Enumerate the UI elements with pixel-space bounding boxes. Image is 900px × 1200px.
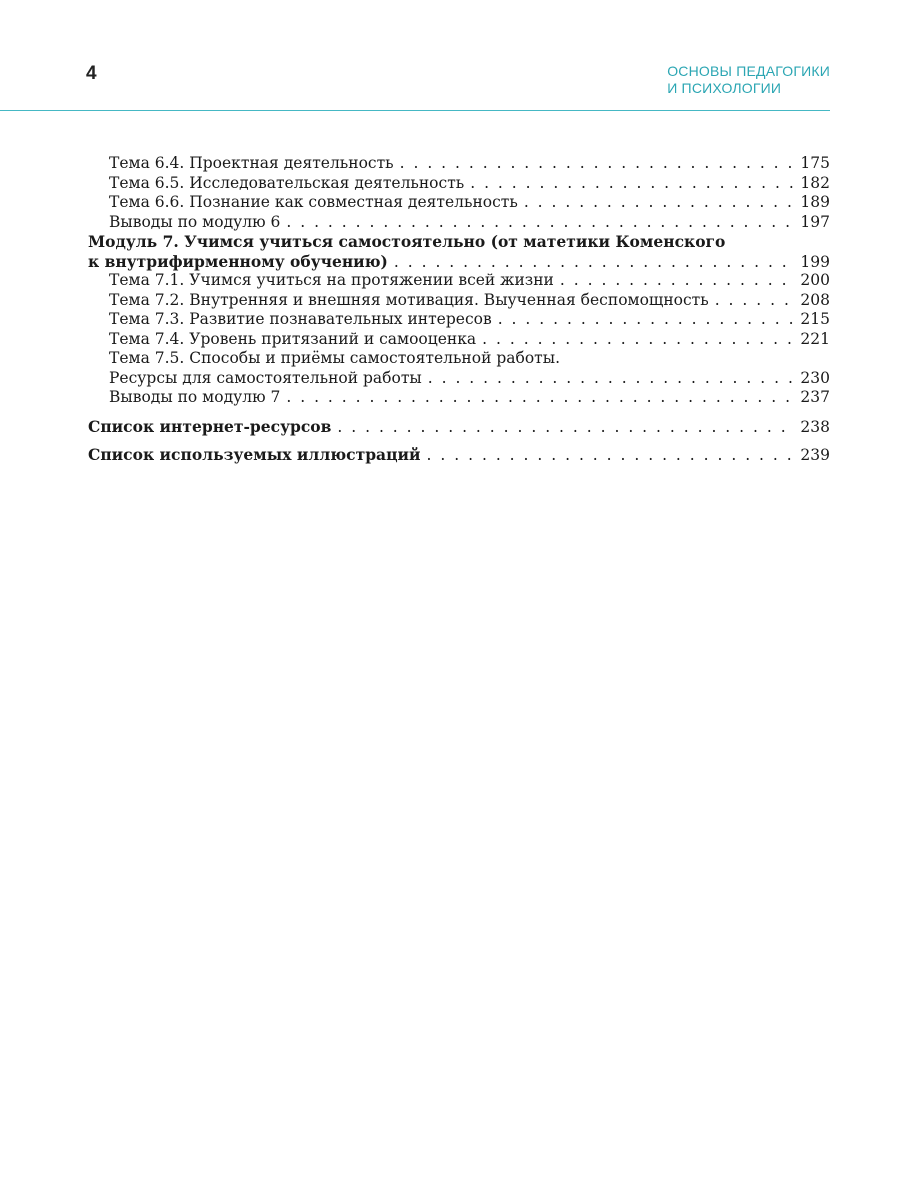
toc-entry-page: 199	[800, 252, 830, 271]
toc-entry-page: 237	[800, 388, 830, 406]
toc-entry-title: Тема 7.4. Уровень притязаний и самооценка	[109, 329, 477, 348]
toc-entry-topic-7-3[interactable]	[88, 310, 830, 330]
toc-entry-topic-7-2[interactable]	[88, 291, 830, 311]
toc-entry-title: Тема 6.5. Исследовательская деятельность	[109, 173, 465, 192]
toc-entry-module-7[interactable]	[88, 252, 830, 272]
toc-entry-page: 230	[800, 368, 830, 387]
toc-entry-page: 239	[800, 446, 830, 464]
toc-entry-title: Выводы по модулю 6	[109, 212, 281, 231]
toc-entry-topic-7-4[interactable]	[88, 330, 830, 350]
toc-entry-page: 221	[800, 329, 830, 348]
toc-entry-topic-6-5[interactable]	[88, 174, 830, 194]
dot-leader	[427, 446, 795, 466]
toc-entry-page: 238	[800, 417, 830, 436]
dot-leader	[286, 388, 794, 408]
running-head-line-2: И ПСИХОЛОГИИ	[667, 80, 782, 96]
page-number: 4	[86, 63, 97, 84]
toc-entry-title: Тема 7.2. Внутренняя и внешняя мотивация. Выученная беспомощность	[109, 290, 709, 309]
toc-entry-topic-6-4[interactable]	[88, 154, 830, 174]
running-head	[667, 63, 830, 97]
toc-entry-title: Список интернет-ресурсов	[88, 416, 332, 436]
toc-entry-page: 197	[800, 212, 830, 231]
dot-leader	[286, 213, 794, 233]
toc-entry-conclusions-7[interactable]	[88, 388, 830, 408]
toc-entry-internet-resources[interactable]	[88, 417, 830, 437]
toc-entry-illustrations[interactable]	[88, 445, 830, 465]
toc-entry-topic-7-5[interactable]	[88, 369, 830, 389]
toc-entry-title: Тема 7.3. Развитие познавательных интересов	[109, 310, 492, 328]
table-of-contents	[88, 154, 830, 465]
toc-entry-topic-6-6[interactable]	[88, 193, 830, 213]
dot-leader	[428, 369, 795, 389]
dot-leader	[400, 154, 795, 174]
toc-entry-title: Список используемых иллюстраций	[88, 445, 421, 464]
toc-entry-title: Тема 6.6. Познание как совместная деятельность	[109, 193, 518, 211]
header-rule	[0, 110, 830, 111]
toc-entry-title: Ресурсы для самостоятельной работы	[109, 368, 422, 387]
toc-entry-title: Тема 7.1. Учимся учиться на протяжении всей жизни	[109, 271, 554, 289]
dot-leader	[498, 310, 795, 330]
running-head-line-1: ОСНОВЫ ПЕДАГОГИКИ	[667, 63, 830, 79]
toc-entry-page: 189	[800, 193, 830, 211]
toc-entry-page: 208	[800, 290, 830, 309]
toc-entry-conclusions-6[interactable]	[88, 213, 830, 233]
toc-entry-page: 182	[800, 173, 830, 192]
toc-entry-topic-7-5-line-1[interactable]: Тема 7.5. Способы и приёмы самостоятельной работы.	[109, 349, 560, 367]
dot-leader	[560, 271, 795, 291]
toc-entry-title: Тема 6.4. Проектная деятельность	[109, 154, 394, 172]
toc-entry-page: 200	[800, 271, 830, 289]
dot-leader	[470, 174, 794, 194]
dot-leader	[482, 330, 794, 350]
dot-leader	[337, 418, 794, 438]
toc-entry-title: Выводы по модулю 7	[109, 388, 281, 406]
toc-entry-title: к внутрифирменному обучению)	[88, 251, 388, 271]
toc-entry-page: 175	[800, 154, 830, 172]
dot-leader	[524, 193, 795, 213]
dot-leader	[715, 291, 795, 311]
toc-entry-topic-7-1[interactable]	[88, 271, 830, 291]
toc-entry-page: 215	[800, 310, 830, 328]
toc-entry-module-7-line-1[interactable]: Модуль 7. Учимся учиться самостоятельно (от матетики Коменского	[88, 232, 726, 251]
dot-leader	[394, 253, 795, 273]
